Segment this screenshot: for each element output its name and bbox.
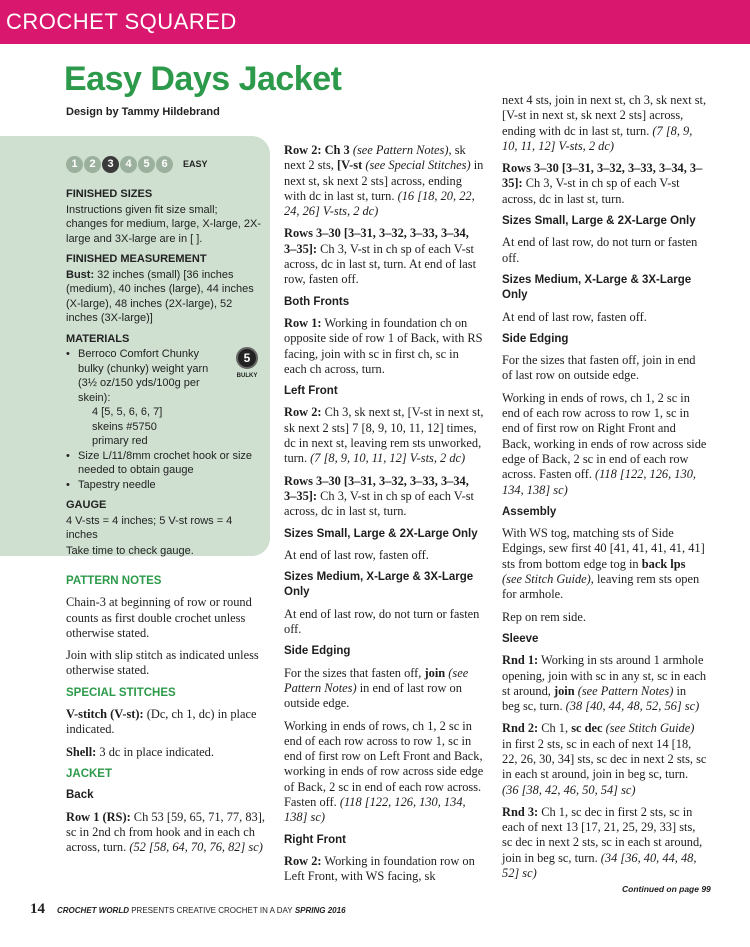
row-text: , leaving rem sts open for armhole. — [502, 572, 700, 602]
materials-yarn: Berroco Comfort Chunky bulky (chunky) weight yarn (3½ oz/150 yds/100g per skein): — [78, 348, 209, 404]
skill-level-6: 6 — [156, 156, 173, 173]
pattern-note: Chain-3 at beginning of row or round counts as first double crochet unless otherwise stated. — [66, 595, 252, 640]
stitch-count: (38 [40, 44, 48, 52, 56] sc) — [562, 699, 700, 714]
sizes-medium-xl-3x-text: At end of last row, do not turn or fasten off. — [284, 606, 480, 637]
cross-reference: (see Stitch Guide) — [502, 572, 591, 587]
yarn-weight-number: 5 — [236, 347, 258, 369]
row-text: Working in foundation row on Left Front, with WS facing, sk — [284, 853, 475, 884]
row-text: Ch 53 [59, 65, 71, 77, 83], sc in 2nd ch from hook and in each ch across, turn. — [66, 809, 265, 855]
bust-label: Bust: — [66, 268, 95, 281]
row-text: in next st, sk next 2 sts] across, ending with dc in last st, turn. — [284, 158, 484, 203]
row-text: Working in ends of rows, ch 1, 2 sc in end of each row across to row 1, sc in end of first row on Right Front and Back, working in ends of row across side edge of Back, 2 sc in end of each row across. Fasten off. — [502, 390, 707, 482]
side-edging-heading: Side Edging — [284, 645, 351, 658]
section-title: CROCHET SQUARED — [6, 9, 237, 34]
side-edging-para: For the sizes that fasten off, join in end of last row on outside edge. — [502, 353, 696, 383]
both-fronts-heading: Both Fronts — [284, 295, 350, 308]
continued-note: Continued on page 99 — [622, 884, 711, 894]
designer-byline: Design by Tammy Hildebrand — [66, 106, 220, 118]
right-front-row-2 — [284, 854, 484, 885]
cross-reference: (see Special Stitches) — [362, 158, 471, 173]
skill-level-1: 1 — [66, 156, 83, 173]
row-text: Ch 3, V-st in ch sp of each V-st across, dc in last st, turn. — [284, 488, 474, 519]
row-text: With WS tog, matching sts of Side Edgings, sew first 40 [41, 41, 41, 41, 41] sts from bottom edge tog in — [502, 526, 705, 571]
materials-item — [66, 347, 262, 449]
stitch-count: (7 [8, 9, 10, 11, 12] V-sts, 2 dc) — [307, 451, 466, 466]
text-column-1 — [66, 572, 266, 862]
special-stitches-heading: SPECIAL STITCHES — [66, 686, 176, 699]
stitch-count: (36 [38, 42, 46, 50, 54] sc) — [502, 782, 636, 797]
row-label: Rows 3–30 [3–31, 3–32, 3–33, 3–34, 3–35]: — [502, 161, 703, 191]
page-footer — [30, 901, 346, 918]
sizes-medium-xl-3x-heading: Sizes Medium, X-Large & 3X-Large Only — [284, 571, 474, 599]
special-stitch-vstitch — [66, 707, 266, 738]
row-text: in beg sc, turn. — [502, 683, 687, 714]
sleeve-heading: Sleeve — [502, 632, 539, 645]
gauge-text: 4 V-sts = 4 inches; 5 V-st rows = 4 inches — [66, 514, 233, 541]
row-text: Ch 1, sc dec in first 2 sts, sc in each of next 13 [17, 21, 25, 29, 33] sts, sc dec in next 2 sts, sc in each st around, join in beg sc, turn. — [502, 804, 703, 865]
row-label: Row 2: — [284, 405, 322, 420]
side-edging-heading: Side Edging — [502, 332, 569, 345]
finished-sizes-heading: FINISHED SIZES — [66, 188, 153, 200]
issue-title: CREATIVE CROCHET IN A DAY — [176, 906, 293, 915]
gauge-check: Take time to check gauge. — [66, 544, 194, 557]
text-column-2 — [284, 143, 484, 891]
row-text: Working in foundation ch on opposite side of row 1 of Back, with RS facing, join with sc in first ch, sc in each ch across, turn. — [284, 315, 483, 376]
back-row-1 — [66, 810, 266, 856]
back-row-2 — [284, 143, 484, 219]
materials-list — [66, 347, 262, 492]
row-label: Rnd 2: — [502, 721, 539, 736]
stitch-count: (16 [18, 20, 22, 24, 26] V-sts, 2 dc) — [284, 188, 475, 219]
right-front-heading: Right Front — [284, 833, 346, 846]
stitch-count: (7 [8, 9, 10, 11, 12] V-sts, 2 dc) — [502, 123, 693, 153]
stitch-count: (118 [122, 126, 130, 134, 138] sc) — [284, 794, 466, 825]
section-banner — [0, 0, 750, 44]
shell-term: Shell: — [66, 744, 97, 759]
stitch-count: (52 [58, 64, 70, 76, 82] sc) — [126, 840, 263, 855]
stitch-term: [V-st — [337, 158, 363, 173]
side-edging-para — [502, 391, 707, 498]
skill-level-label: EASY — [183, 159, 208, 170]
row-text: , sk next 2 sts, — [284, 143, 466, 173]
vstitch-definition: (Dc, ch 1, dc) in place indicated. — [66, 707, 257, 737]
materials-yarn-detail: 4 [5, 5, 6, 6, 7] skeins #5750 primary red — [92, 406, 163, 447]
finished-sizes-text: Instructions given fit size small; changes for medium, large, X-large, 2X-large and 3X-large are in [ ]. — [66, 203, 262, 245]
stitch-term: sc dec — [571, 721, 603, 736]
row-text: Working in sts around 1 armhole opening, join with sc in any st, sc in each st around, — [502, 653, 707, 698]
skill-level-3-active: 3 — [102, 156, 119, 173]
assembly-para: Rep on rem side. — [502, 609, 586, 624]
materials-heading: MATERIALS — [66, 332, 130, 345]
stitch-term: back lps — [641, 556, 686, 571]
row-label: Row 1 (RS): — [66, 809, 131, 824]
row-text: in end of last row on outside edge. — [284, 680, 462, 711]
back-heading: Back — [66, 789, 94, 802]
row-text: For the sizes that fasten off, — [284, 665, 425, 680]
sizes-small-large-2x-heading: Sizes Small, Large & 2X-Large Only — [502, 215, 696, 228]
sleeve-rnd-3 — [502, 805, 707, 881]
page-number: 14 — [30, 901, 45, 917]
materials-block — [66, 347, 262, 492]
footer-presents: PRESENTS — [129, 906, 177, 915]
stitch-term: join — [553, 683, 575, 698]
finished-measurement-text: 32 inches (small) [36 inches (medium), 40 inches (large), 44 inches (X-large), 48 inches (2X-large), 52 inches (3X-large)] — [66, 268, 254, 324]
assembly-para — [502, 526, 707, 602]
left-front-heading: Left Front — [284, 385, 338, 398]
sizes-medium-xl-3x-heading: Sizes Medium, X-Large & 3X-Large Only — [502, 273, 692, 302]
cross-reference: (see Pattern Notes) — [349, 143, 449, 157]
shell-definition: 3 dc in place indicated. — [96, 744, 214, 759]
row-text: Working in ends of rows, ch 1, 2 sc in end of each row across to row 1, sc in end of first row on Left Front and Back, working in ends of row across side edge of Back, 2 sc in end of each row across. Fasten off. — [284, 718, 484, 809]
stitch-count: (118 [122, 126, 130, 134, 138] sc) — [502, 467, 696, 497]
both-fronts-row-1 — [284, 316, 484, 377]
cross-reference: (see Stitch Guide) — [602, 721, 695, 736]
sizes-small-large-2x-text: At end of last row, do not turn or fasten off. — [502, 235, 698, 265]
text-column-3 — [502, 93, 707, 888]
finished-measurement-heading: FINISHED MEASUREMENT — [66, 253, 207, 265]
stitch-term: join — [424, 665, 446, 680]
skill-level-indicator — [66, 156, 262, 173]
skill-level-5: 5 — [138, 156, 155, 173]
stitch-count: (34 [36, 40, 44, 48, 52] sc) — [502, 850, 697, 881]
gauge-heading: GAUGE — [66, 499, 107, 511]
vstitch-term: V-stitch (V-st): — [66, 707, 144, 722]
sizes-small-large-2x-heading: Sizes Small, Large & 2X-Large Only — [284, 527, 478, 540]
row-text: in first 2 sts, sc in each of next 14 [18, 22, 26, 30, 34] sts, sc dec in next 2 sts, sc in each st around, join in beg sc, turn. — [502, 736, 707, 782]
pattern-note: Join with slip stitch as indicated unless otherwise stated. — [66, 648, 259, 678]
pattern-notes-heading: PATTERN NOTES — [66, 575, 162, 587]
row-label: Row 2: — [284, 853, 322, 868]
left-front-rows-3-30 — [284, 474, 484, 520]
row-text: next 4 sts, join in next st, ch 3, sk next st, [V-st in next st, sk next 2 sts] across, ending with dc in last st, turn. — [502, 93, 707, 138]
assembly-heading: Assembly — [502, 505, 557, 518]
row-label: Rows 3–30 [3–31, 3–32, 3–33, 3–34, 3–35]: — [284, 226, 469, 256]
sizes-medium-xl-3x-text: At end of last row, fasten off. — [502, 309, 647, 324]
side-edging-para — [284, 719, 484, 826]
sizes-small-large-2x-text: At end of last row, fasten off. — [284, 547, 429, 562]
yarn-weight-label: BULKY — [236, 373, 258, 379]
side-edging-para — [284, 666, 484, 712]
row-label: Rnd 3: — [502, 804, 539, 819]
magazine-name: CROCHET WORLD — [57, 906, 129, 915]
special-stitch-shell — [66, 745, 266, 760]
row-text: Ch 3, V-st in ch sp of each V-st across, dc in last st, turn. — [502, 176, 680, 206]
row-text: Ch 3, sk next st, [V-st in next st, sk next 2 sts] 7 [8, 9, 10, 11, 12] times, dc in next st, leaving rem sts unworked, turn. — [284, 405, 484, 466]
skill-level-2: 2 — [84, 156, 101, 173]
left-front-row-2 — [284, 405, 484, 466]
row-label: Row 1: — [284, 315, 322, 330]
row-label: Rows 3–30 [3–31, 3–32, 3–33, 3–34, 3–35]: — [284, 473, 469, 503]
row-text: Ch 1, — [538, 721, 572, 736]
materials-item: • Size L/11/8mm crochet hook or size needed to obtain gauge — [66, 449, 262, 478]
row-text: Ch 3, V-st in ch sp of each V-st across, dc in last st, turn. At end of last row, fasten off. — [284, 241, 477, 287]
pattern-title: Easy Days Jacket — [64, 60, 342, 98]
finished-measurement-block — [66, 268, 262, 326]
issue-season: SPRING 2016 — [292, 906, 346, 915]
row-label: Rnd 1: — [502, 653, 539, 668]
right-front-rows-3-30 — [502, 161, 707, 207]
jacket-heading: JACKET — [66, 767, 113, 780]
pattern-info-sidebar — [0, 136, 270, 556]
sleeve-rnd-1 — [502, 653, 707, 714]
cross-reference: (see Pattern Notes) — [574, 683, 674, 698]
skill-level-4: 4 — [120, 156, 137, 173]
sleeve-rnd-2 — [502, 721, 707, 797]
right-front-row-2-continued — [502, 93, 707, 154]
back-rows-3-30 — [284, 226, 484, 287]
row-label: Row 2: Ch 3 — [284, 143, 350, 157]
materials-item: • Tapestry needle — [66, 478, 262, 493]
cross-reference: (see Pattern Notes) — [284, 665, 469, 695]
